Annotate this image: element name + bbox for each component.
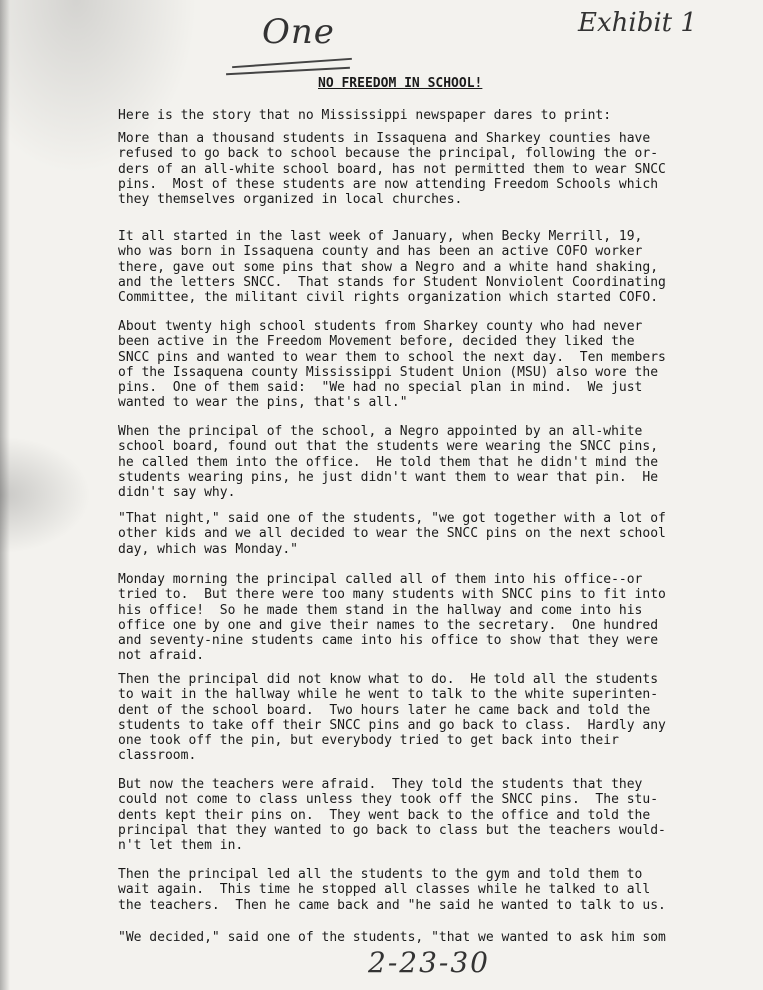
page-shadow-edge (0, 0, 10, 990)
paragraph-8: But now the teachers were afraid. They told the students that they could not come to class unless they took off the SNCC pins. The stu- dents kept their pins on. They went back to the office and told the principal that they wanted to go back to class but the teachers would- n't let them in. (118, 777, 666, 854)
handwritten-exhibit-mark: Exhibit 1 (578, 8, 697, 38)
paragraph-1: More than a thousand students in Issaquena and Sharkey counties have refused to go back to school because the principal, following the or- ders of an all-white school board, has not permitted them to wear SNCC pins. Most of these students are now attending Freedom Schools which they themselves organized in local churches. (118, 131, 666, 208)
paragraph-10: "We decided," said one of the students, "that we wanted to ask him som (118, 930, 666, 945)
handwritten-underline-second (226, 67, 350, 75)
paragraph-7: Then the principal did not know what to do. He told all the students to wait in the hallway while he went to talk to the white superinten- dent of the school board. Two hours later he came back and told the students to take off their SNCC pins and go back to class. Hardly any one took off the pin, but everybody tried to get back into their classroom. (118, 672, 666, 764)
paragraph-5: "That night," said one of the students, "we got together with a lot of other kids and we all decided to wear the SNCC pins on the next school day, which was Monday." (118, 511, 666, 557)
paragraph-2: It all started in the last week of January, when Becky Merrill, 19, who was born in Issaquena county and has been an active COFO worker there, gave out some pins that show a Negro and a white hand shaking, and the letters SNCC. That stands for Student Nonviolent Coordinating Committee, the militant civil rights organization which started COFO. (118, 229, 666, 306)
paragraph-6: Monday morning the principal called all of them into his office--or tried to. But there were too many students with SNCC pins to fit into his office! So he made them stand in the hallway and come into his office one by one and give their names to the secretary. One hundred and seventy-nine students came into his office to show that they were not afraid. (118, 572, 666, 664)
paragraph-intro: Here is the story that no Mississippi newspaper dares to print: (118, 108, 612, 123)
handwritten-bottom-number: 2-23-30 (368, 946, 490, 979)
paragraph-4: When the principal of the school, a Negro appointed by an all-white school board, found out that the students were wearing the SNCC pins, he called them into the office. He told them that he didn't mind the students wearing pins, he just didn't want them to wear that pin. He didn't say why. (118, 424, 659, 501)
paragraph-9: Then the principal led all the students to the gym and told them to wait again. This time he stopped all classes while he talked to all the teachers. Then he came back and "he said he wanted to talk to us. (118, 867, 666, 913)
paragraph-3: About twenty high school students from Sharkey county who had never been active in the Freedom Movement before, decided they liked the SNCC pins and wanted to wear them to school the next day. Ten members of the Issaquena county Mississippi Student Union (MSU) also wore the pins. One of them said: "We had no special plan in mind. We just wanted to wear the pins, that's all." (118, 319, 666, 411)
document-title: NO FREEDOM IN SCHOOL! (318, 76, 483, 91)
handwritten-page-word: One (262, 12, 335, 52)
